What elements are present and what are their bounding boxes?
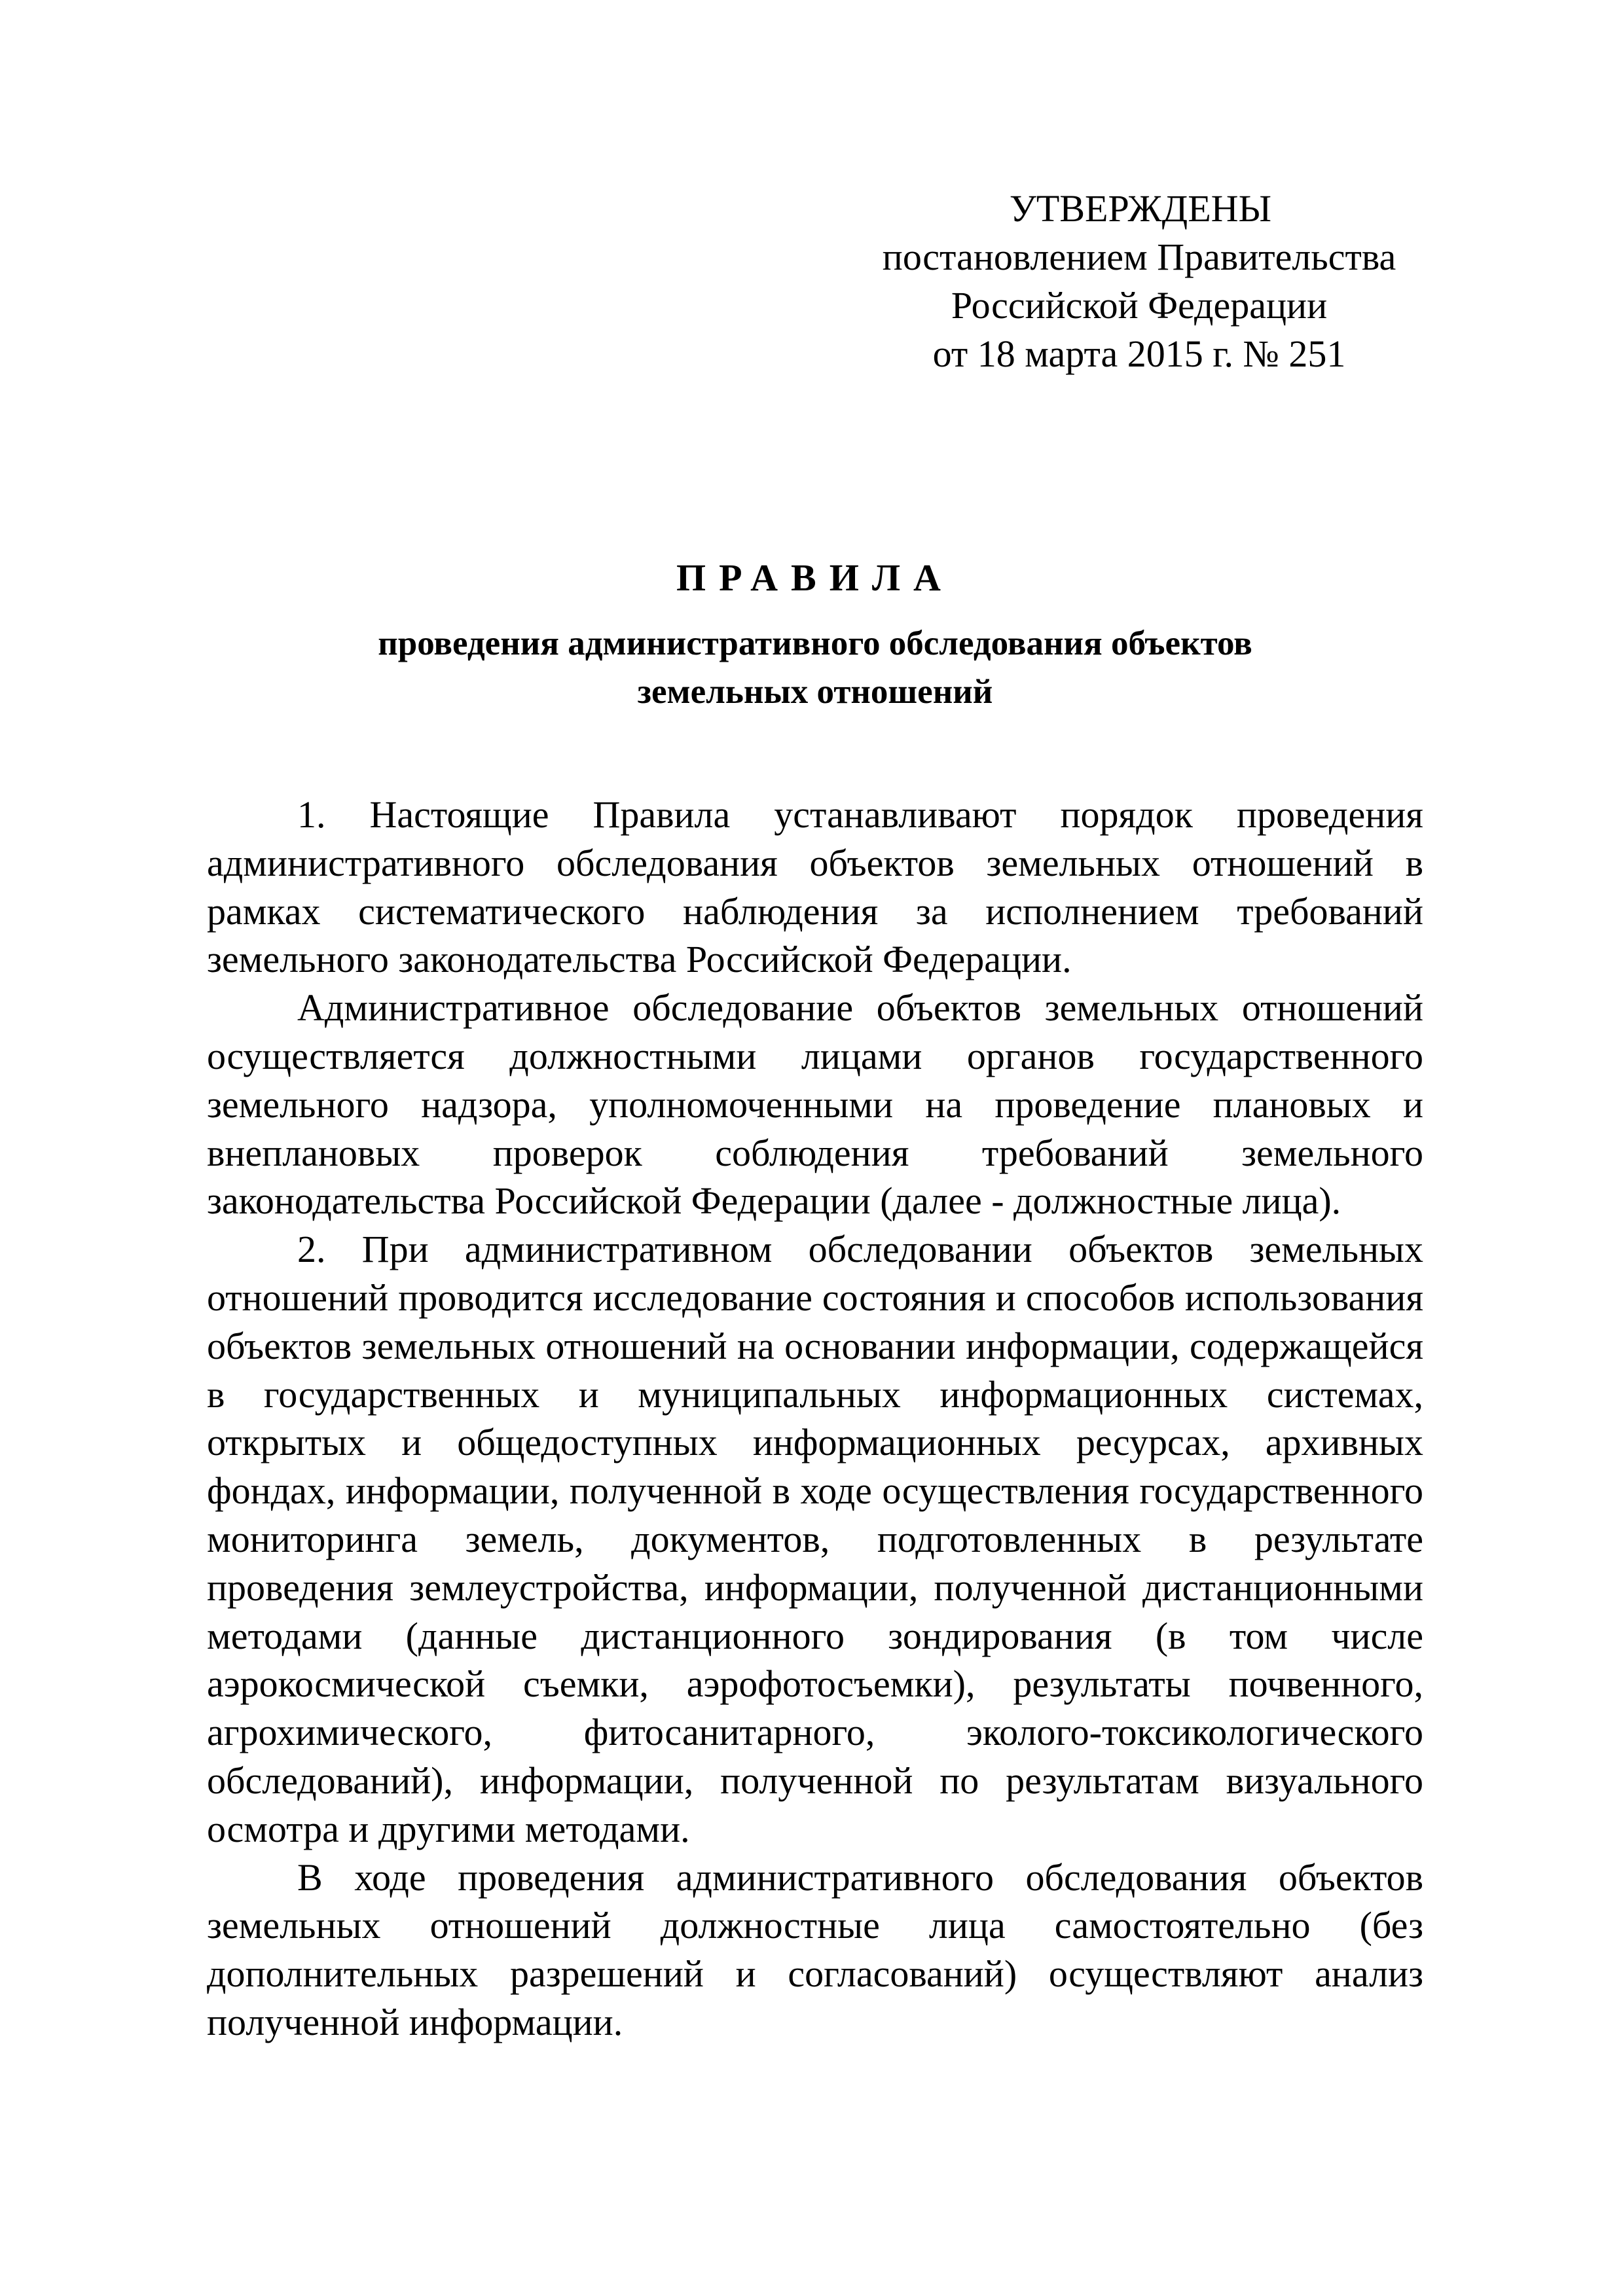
approval-line-2: Российской Федерации	[951, 284, 1328, 327]
approval-line-1: постановлением Правительства	[882, 236, 1396, 278]
paragraph-3: 2. При административном обследовании объектов земельных отношений проводится исследование состояния и способов использования объектов земельных отношений на основании информации, содержащейся в государственных и муниципальных информационных системах, открытых и общедоступных информационных ресурсах, архивных фондах, информации, полученной в ходе осуществления государственного мониторинга земель, документов, подготовленных в результате проведения землеустройства, информации, полученной дистанционными методами (данные дистанционного зондирования (в том числе аэрокосмической съемки, аэрофотосъемки), результаты почвенного, агрохимического, фитосанитарного, эколого-токсикологического обследований), информации, полученной по результатам визуального осмотра и другими методами.	[207, 1228, 1423, 1850]
approval-line-3: от 18 марта 2015 г. № 251	[932, 332, 1346, 375]
document-body	[207, 791, 1423, 2047]
paragraph-4: В ходе проведения административного обследования объектов земельных отношений должностные лица самостоятельно (без дополнительных разрешений и согласований) осуществляют анализ полученной информации.	[207, 1856, 1423, 2043]
approval-heading: УТВЕРЖДЕНЫ	[1009, 187, 1272, 230]
document-title: ПРАВИЛА	[676, 556, 954, 599]
paragraph-2: Административное обследование объектов земельных отношений осуществляется должностными лицами органов государственного земельного надзора, уполномоченными на проведение плановых и внеплановых проверок соблюдения требований земельного законодательства Российской Федерации (далее - должностные лица).	[207, 986, 1423, 1223]
subtitle-line-1: проведения административного обследования объектов	[378, 624, 1252, 662]
paragraph-1: 1. Настоящие Правила устанавливают порядок проведения административного обследования объектов земельных отношений в рамках систематического наблюдения за исполнением требований земельного законодательства Российской Федерации.	[207, 793, 1423, 981]
subtitle-line-2: земельных отношений	[637, 673, 993, 711]
approval-block	[877, 185, 1401, 378]
document-subtitle	[210, 619, 1421, 716]
